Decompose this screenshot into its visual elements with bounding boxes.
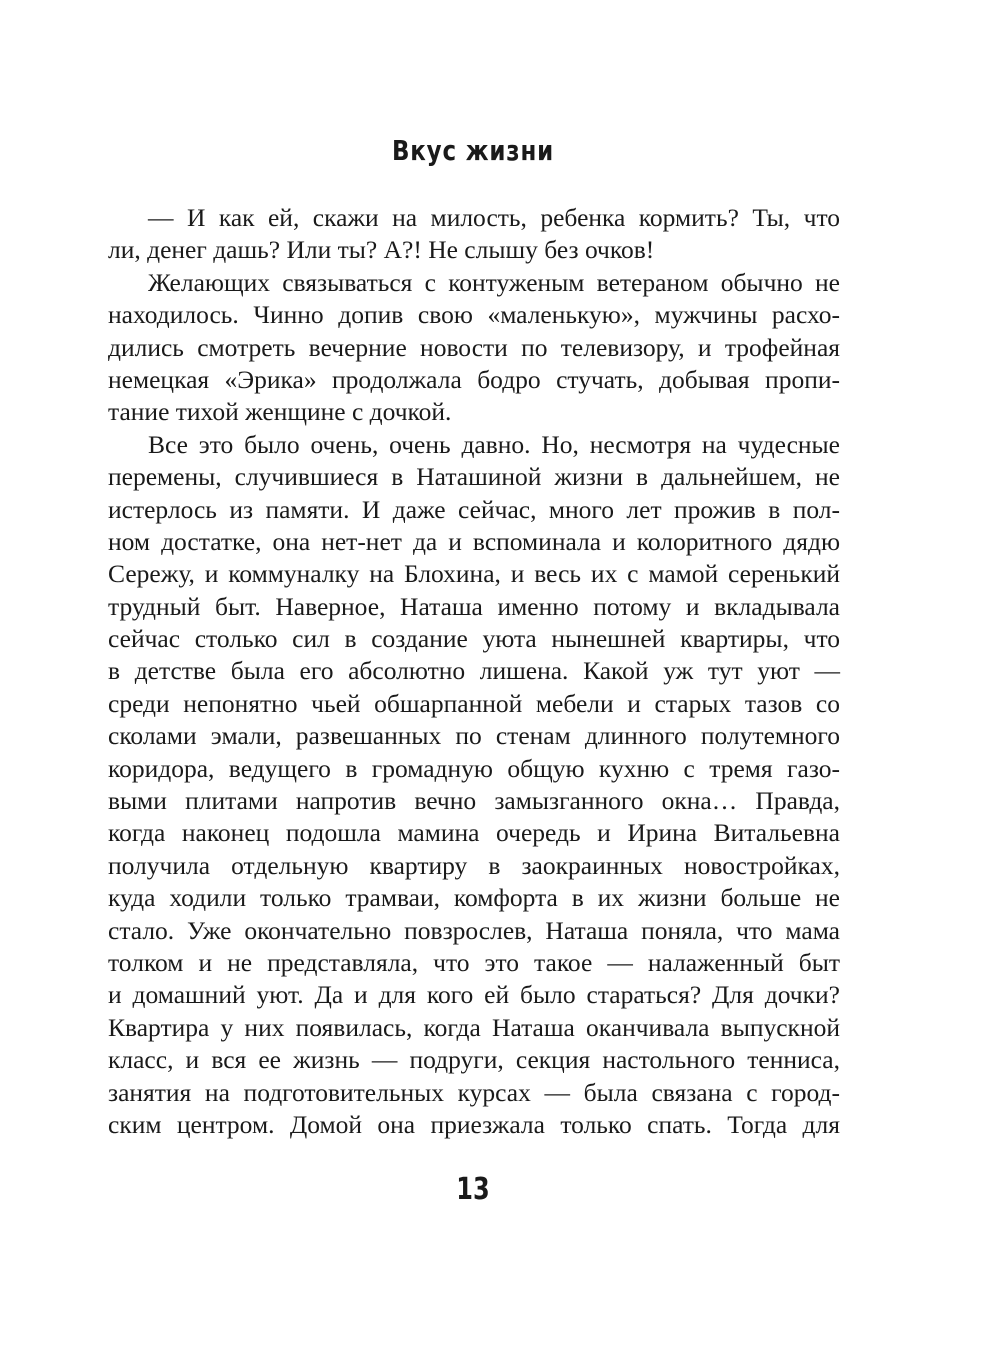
body-text <box>108 202 840 1141</box>
text-line: перемены, случившиеся в Наташиной жизни в дальнейшем, не <box>108 462 840 492</box>
text-line: — И как ей, скажи на милость, ребенка кормить? Ты, что <box>148 203 840 232</box>
text-line: среди непонятно чьей обшарпанной мебели и старых тазов со <box>108 688 840 718</box>
text-line: класс, и вся ее жизнь — подруги, секция настольного тенниса, <box>108 1045 840 1075</box>
text-line: истерлось из памяти. И даже сейчас, много лет прожив в пол- <box>108 494 840 524</box>
text-line: сейчас столько сил в создание уюта нынешней квартиры, что <box>108 624 840 654</box>
text-line: выми плитами напротив вечно замызганного окна… Правда, <box>108 786 840 816</box>
text-line: ли, денег дашь? Или ты? А?! Не слышу без очков! <box>108 235 655 265</box>
text-line: в детстве была его абсолютно лишена. Какой уж тут уют — <box>108 656 840 686</box>
text-line: Желающих связываться с контуженым ветераном обычно не <box>148 267 840 297</box>
text-line: тание тихой женщине с дочкой. <box>108 397 452 427</box>
text-line: стало. Уже окончательно повзрослев, Наташа поняла, что мама <box>108 915 840 945</box>
text-line: ским центром. Домой она приезжала только спать. Тогда для <box>108 1109 840 1139</box>
text-line: толком и не представляла, что это такое — налаженный быт <box>108 947 840 977</box>
text-line: получила отдельную квартиру в заокраинных новостройках, <box>108 850 840 880</box>
text-line: ном достатке, она нет-нет да и вспоминала и колоритного дядю <box>108 526 840 556</box>
text-line: Квартира у них появилась, когда Наташа оканчивала выпускной <box>108 1012 840 1042</box>
chapter-title: Вкус жизни <box>391 134 555 167</box>
text-line: когда наконец подошла мамина очередь и Ирина Витальевна <box>108 818 840 848</box>
text-line: дились смотреть вечерние новости по телевизору, и трофейная <box>108 332 840 362</box>
text-line: куда ходили только трамваи, комфорта в их жизни больше не <box>108 883 840 913</box>
text-line: немецкая «Эрика» продолжала бодро стучать, добывая пропи- <box>108 364 840 394</box>
text-line: Все это было очень, очень давно. Но, несмотря на чудесные <box>148 429 840 459</box>
text-line: трудный быт. Наверное, Наташа именно потому и вкладывала <box>108 591 840 621</box>
text-line: и домашний уют. Да и для кого ей было стараться? Для дочки? <box>108 980 840 1010</box>
page-number: 13 <box>456 1172 490 1207</box>
text-line: коридора, ведущего в громадную общую кухню с тремя газо- <box>108 753 840 783</box>
text-line: Сережу, и коммуналку на Блохина, и весь их с мамой серенький <box>108 559 840 589</box>
text-line: находилось. Чинно допив свою «маленькую», мужчины расхо- <box>108 300 840 330</box>
text-line: занятия на подготовительных курсах — была связана с город- <box>108 1077 840 1107</box>
text-line: сколами эмали, развешанных по стенам длинного полутемного <box>108 721 840 751</box>
